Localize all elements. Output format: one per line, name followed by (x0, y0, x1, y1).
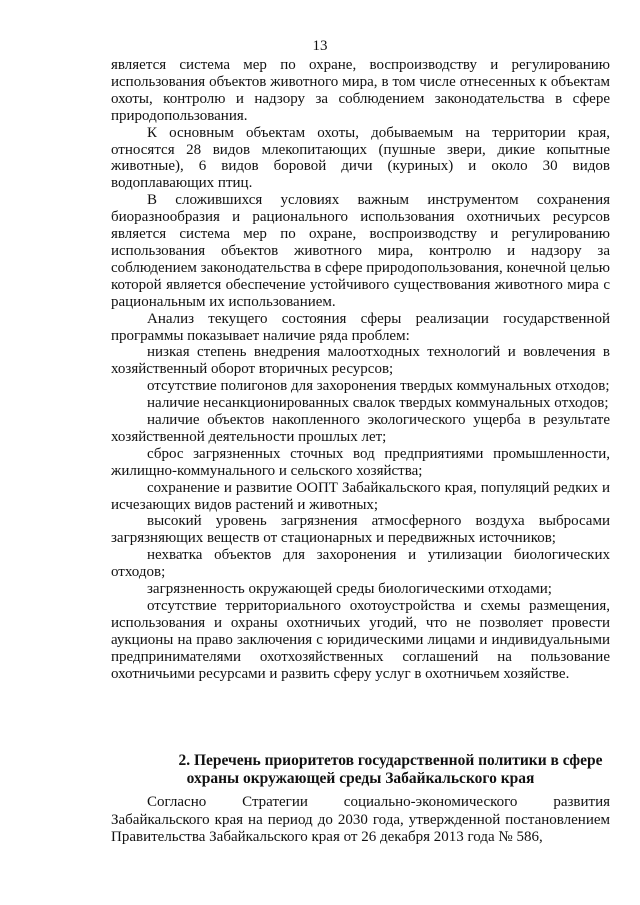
paragraph: является система мер по охране, воспроизводству и регулированию использования объектов животного мира, в том числе отнесенных к объектам охоты, контролю и надзору за соблюдением законодательства в сфере природопользования. (111, 57, 610, 124)
paragraph: В сложившихся условиях важным инструментом сохранения биоразнообразия и рационального использования охотничьих ресурсов является система мер по охране, воспроизводству и регулированию использования объектов животного мира, контролю и надзору за соблюдением законодательства в сфере природопользования, конечной целью которой является обеспечение устойчивого существования животного мира с рациональным их использованием. (111, 192, 610, 310)
section-heading-line: охраны окружающей среды Забайкальского края (186, 770, 535, 787)
paragraph: Анализ текущего состояния сферы реализации государственной программы показывает наличие ряда проблем: (111, 310, 610, 344)
problem-item: наличие объектов накопленного экологического ущерба в результате хозяйственной деятельности прошлых лет; (111, 412, 610, 445)
paragraph: Согласно Стратегии социально-экономического развития Забайкальского края на период до 2030 года, утвержденной постановлением Правительства Забайкальского края от 26 декабря 2013 года № 586, (111, 794, 610, 846)
problem-item: сброс загрязненных сточных вод предприятиями промышленности, жилищно-коммунального и сельского хозяйства; (111, 445, 610, 479)
problem-item: отсутствие полигонов для захоронения твердых коммунальных отходов; (147, 378, 610, 395)
problem-item: отсутствие территориального охотоустройства и схемы размещения, использования и охраны охотничьих угодий, что не позволяет провести аукционы на право заключения с юридическими лицами и индивидуальными предпринимателями охотхозяйственных соглашений на пользование охотничьими ресурсами и развить сферу услуг в охотничьем хозяйстве. (111, 598, 610, 682)
problem-item: высокий уровень загрязнения атмосферного воздуха выбросами загрязняющих веществ от стационарных и передвижных источников; (111, 513, 610, 547)
problem-item: наличие несанкционированных свалок твердых коммунальных отходов; (147, 395, 609, 412)
problem-item: нехватка объектов для захоронения и утилизации биологических отходов; (111, 547, 610, 581)
page-number: 13 (312, 38, 328, 54)
section-heading (111, 752, 610, 788)
closing-text (111, 794, 610, 847)
problem-item: сохранение и развитие ООПТ Забайкальского края, популяций редких и исчезающих видов растений и животных; (111, 479, 610, 513)
body-text (111, 57, 610, 683)
section-heading-line: 2. Перечень приоритетов государственной политики в сфере (178, 752, 603, 769)
problem-item: загрязненность окружающей среды биологическими отходами; (147, 581, 552, 598)
paragraph: К основным объектам охоты, добываемым на территории края, относятся 28 видов млекопитающих (пушные звери, дикие копытные животные), 6 видов боровой дичи (куриных) и около 30 видов водоплавающих птиц. (111, 124, 610, 192)
problem-item: низкая степень внедрения малоотходных технологий и вовлечения в хозяйственный оборот вторичных ресурсов; (111, 344, 610, 378)
